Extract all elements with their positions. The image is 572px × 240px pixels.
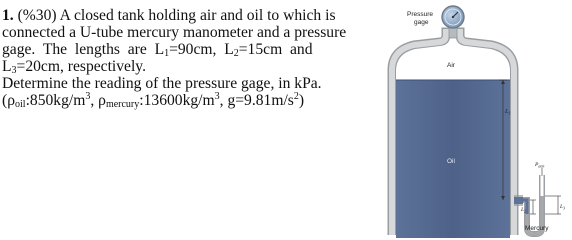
- rho-oil-exponent: 3: [85, 91, 91, 102]
- line4-part-a: L: [2, 58, 12, 75]
- problem-number: 1.: [2, 7, 14, 24]
- gravity-exponent: 2: [293, 91, 299, 102]
- problem-line-1: [2, 7, 388, 24]
- oil-label: Oil: [447, 158, 455, 165]
- L2-label: $L_2$: [521, 207, 527, 214]
- problem-text: [2, 7, 388, 109]
- gage-label-1: Pressure: [407, 11, 434, 18]
- patm-label: $P_{atm}$: [535, 162, 545, 169]
- problem-line-3: [2, 41, 388, 58]
- line3-part-c: =15cm and: [238, 41, 313, 58]
- paren-close: ): [298, 92, 305, 109]
- rho-mercury-value: :13600kg/m: [139, 92, 215, 109]
- L1-subscript: 1: [164, 48, 170, 59]
- gravity-value: , g=9.81m/s: [219, 92, 294, 109]
- paren-open: (: [2, 92, 8, 109]
- L3-subscript: 3: [11, 65, 17, 76]
- mercury-label: Mercury: [525, 225, 549, 232]
- problem-line-6: [2, 92, 388, 109]
- outlet-pipe: [514, 197, 523, 204]
- rho-mercury-subscript: mercury: [105, 99, 140, 110]
- problem-line-4: [2, 58, 388, 75]
- tank-manometer-figure: [380, 0, 572, 238]
- tank-diagram: [380, 0, 572, 238]
- rho-mercury-exponent: 3: [214, 91, 220, 102]
- problem-line-2: connected a U-tube mercury manometer and a pressure: [2, 24, 347, 41]
- rho-oil-symbol: ρ: [7, 92, 15, 109]
- line3-part-a: gage. The lengths are L: [2, 41, 165, 58]
- problem-points: (%30): [17, 7, 57, 24]
- line4-part-b: =20cm, respectively.: [16, 58, 146, 75]
- rho-mercury-symbol: ρ: [98, 92, 106, 109]
- rho-oil-subscript: oil: [15, 99, 26, 110]
- problem-line-5: Determine the reading of the pressure gage, in kPa.: [2, 75, 322, 92]
- gage-label-2: gage: [414, 19, 429, 26]
- problem-line-1-text: A closed tank holding air and oil to which is: [59, 7, 336, 24]
- rho-oil-value: :850kg/m: [25, 92, 86, 109]
- L1-label: $L_1$: [505, 108, 511, 116]
- L3-label: $L_3$: [560, 204, 566, 211]
- separator: ,: [90, 92, 99, 109]
- air-label: Air: [447, 62, 455, 69]
- line3-part-b: =90cm, L: [169, 41, 234, 58]
- L2-subscript: 2: [233, 48, 239, 59]
